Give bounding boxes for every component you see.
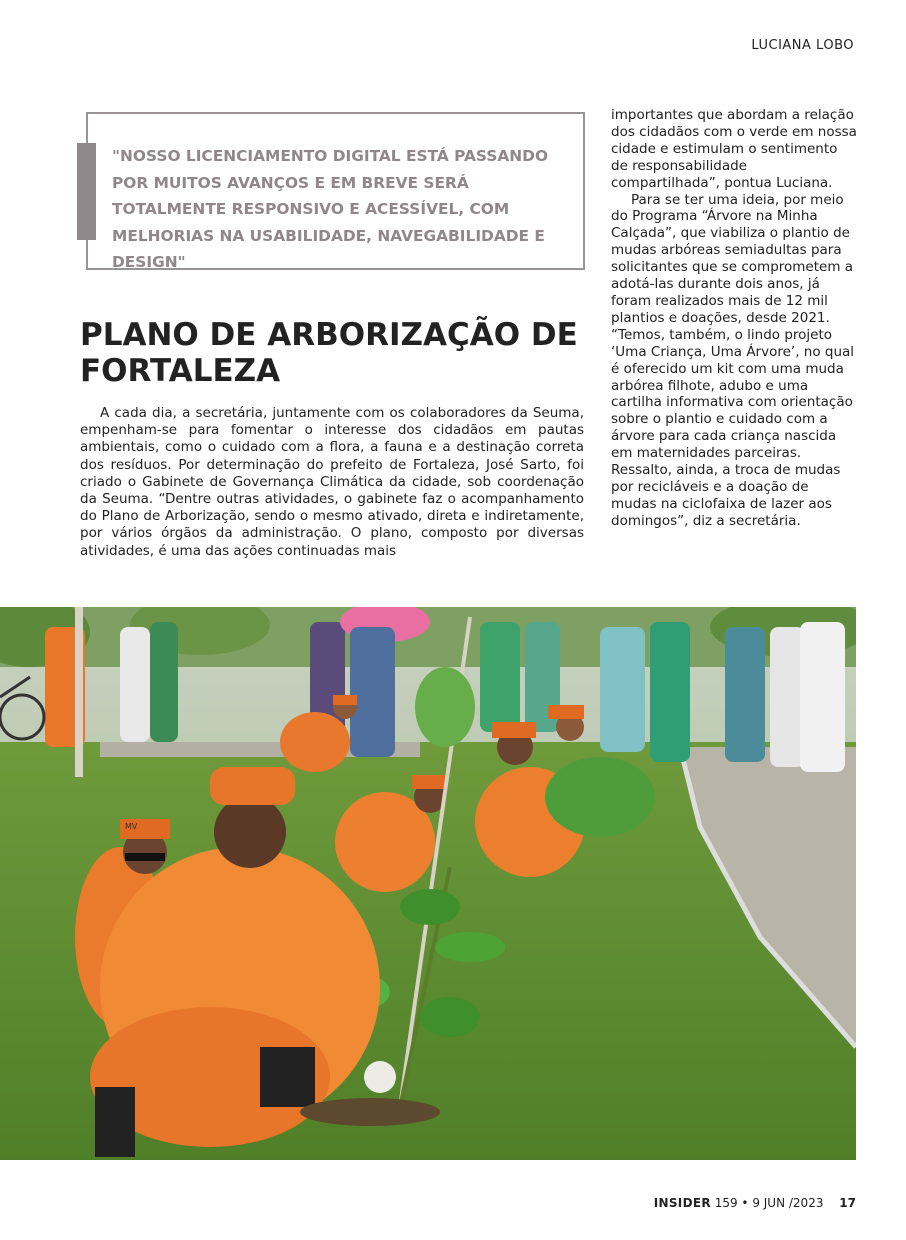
article-paragraph-1: A cada dia, a secretária, juntamente com os colaboradores da Seuma, empenham-se para fomentar o interesse dos cidadãos em pautas ambientais, como o cuidado com a flora, a fauna e a destinação correta dos resíduos. Por determinação do prefeito de Fortaleza, José Sarto, foi criado o Gabinete de Governança Climática da cidade, sob coordenação da Seuma. “Dentre outras atividades, o gabinete faz o acompanhamento do Plano de Arborização, sendo o mesmo ativado, direta e indiretamente, por vários órgãos da administração. O plano, composto por diversas atividades, é uma das ações continuadas mais <box>80 405 584 559</box>
article-title: PLANO DE ARBORIZAÇÃO DE FORTALEZA <box>80 317 578 389</box>
vest-logo: MV <box>125 822 138 831</box>
article-paragraph-2: Para se ter uma ideia, por meio do Programa “Árvore na Minha Calçada”, que viabiliza o plantio de mudas arbóreas semiadultas para solicitantes que se comprometem a adotá-las durante dois anos, já foram realizados mais de 12 mil plantios e doações, desde 2021. “Temos, também, o lindo projeto ‘Uma Criança, Uma Árvore’, no qual é oferecido um kit com uma muda arbórea filhote, adubo e uma cartilha informativa com orientação sobre o plantio e cuidado com a árvore para cada criança nascida em maternidades parceiras. Ressalto, ainda, a troca de mudas por recicláveis e a doação de mudas na ciclofaixa de lazer aos domingos”, diz a secretária. <box>611 191 855 529</box>
tree-planting-photo <box>0 607 856 1160</box>
pullquote-accent-bar <box>77 143 96 240</box>
article-paragraph-1-continued: importantes que abordam a relação dos cidadãos com o verde em nossa cidade e estimulam o sentimento de responsabilidade compartilhada”, pontua Luciana. <box>611 107 857 191</box>
right-column <box>611 107 857 530</box>
author-name: LUCIANA LOBO <box>751 38 854 53</box>
page-number: 17 <box>839 1196 856 1210</box>
issue-info: 159 • 9 JUN /2023 <box>714 1196 824 1210</box>
pullquote-text: "NOSSO LICENCIAMENTO DIGITAL ESTÁ PASSANDO POR MUITOS AVANÇOS E EM BREVE SERÁ TOTALMENTE RESPONSIVO E ACESSÍVEL, COM MELHORIAS NA USABILIDADE, NAVEGABILIDADE E DESIGN" <box>112 147 549 271</box>
page-footer <box>654 1196 856 1210</box>
magazine-brand: INSIDER <box>653 1196 711 1210</box>
